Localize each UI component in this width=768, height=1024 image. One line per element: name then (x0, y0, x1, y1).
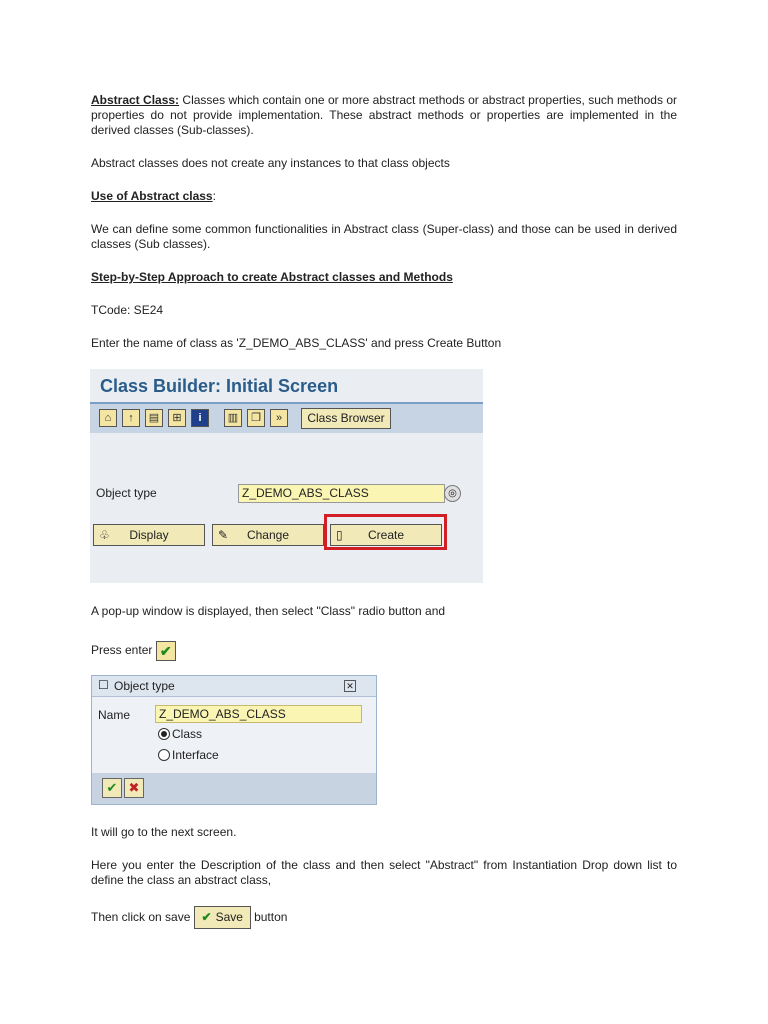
name-input[interactable]: Z_DEMO_ABS_CLASS (155, 705, 362, 723)
object-type-popup (91, 675, 377, 805)
save-text-before: Then click on save (91, 910, 191, 924)
interface-radio-label: Interface (172, 748, 219, 762)
class-browser-button[interactable]: Class Browser (301, 408, 391, 429)
popup-instruction: A pop-up window is displayed, then select "Class" radio button and (91, 604, 446, 618)
abstract-class-heading: Abstract Class: (91, 93, 180, 107)
enter-name-instruction: Enter the name of class as 'Z_DEMO_ABS_CLASS' and press Create Button (91, 336, 502, 350)
confirm-check-icon[interactable]: ✔ (102, 778, 122, 798)
press-enter-text: Press enter (91, 643, 153, 657)
save-check-icon: ✔ (201, 910, 212, 925)
intro-text: Classes which contain one or more abstract methods or abstract properties, such methods or properties do not provide implementation. These abstract methods or properties are implemented in the derived classes (Sub-classes). (91, 93, 677, 137)
network-icon[interactable]: ⊞ (168, 409, 186, 427)
create-highlight-box (324, 514, 447, 550)
popup-window-icon: ☐ (98, 678, 109, 692)
object-type-label: Object type (96, 486, 157, 500)
cancel-x-icon[interactable]: ✖ (124, 778, 144, 798)
trash-icon[interactable]: ▥ (224, 409, 242, 427)
value-help-icon[interactable]: ◎ (444, 485, 461, 502)
description-instruction: Here you enter the Description of the class and then select "Abstract" from Instantiation Drop down list to define the class an abstract class, (91, 858, 677, 887)
save-text-after: button (254, 910, 288, 924)
steps-heading-line (91, 270, 677, 285)
popup-footer (92, 773, 376, 804)
name-label: Name (98, 708, 131, 722)
new-page-icon: ▯ (336, 528, 343, 542)
instances-note: Abstract classes does not create any instances to that class objects (91, 156, 450, 170)
save-button-image (194, 906, 251, 929)
class-radio-label: Class (172, 727, 203, 741)
use-heading-line (91, 189, 677, 204)
enter-check-icon: ✔ (156, 641, 176, 661)
next-screen-note: It will go to the next screen. (91, 825, 237, 839)
hierarchy-icon[interactable]: ⌂ (99, 409, 117, 427)
close-icon[interactable]: ✕ (344, 680, 356, 692)
object-type-input[interactable]: Z_DEMO_ABS_CLASS (238, 484, 445, 503)
tcode-line: TCode: SE24 (91, 303, 164, 317)
save-label: Save (215, 910, 243, 925)
interface-radio[interactable] (158, 749, 170, 761)
change-button[interactable] (212, 524, 324, 546)
use-paragraph: We can define some common functionalities in Abstract class (Super-class) and those can be used in derived classes (Sub classes). (91, 222, 677, 251)
display-button[interactable] (93, 524, 205, 546)
class-builder-toolbar (90, 404, 483, 433)
use-heading: Use of Abstract class (91, 189, 213, 203)
popup-title: Object type (114, 679, 175, 693)
class-builder-title: Class Builder: Initial Screen (100, 376, 339, 396)
intro-paragraph (91, 93, 677, 138)
save-instruction (91, 905, 677, 929)
steps-heading: Step-by-Step Approach to create Abstract classes and Methods (91, 270, 453, 284)
create-label: Create (367, 528, 405, 542)
forward-icon[interactable]: » (270, 409, 288, 427)
copy-icon[interactable]: ❐ (247, 409, 265, 427)
class-builder-screenshot (90, 369, 483, 583)
up-icon[interactable]: ↑ (122, 409, 140, 427)
list-icon[interactable]: ▤ (145, 409, 163, 427)
pencil-icon: ✎ (218, 528, 229, 542)
info-icon[interactable]: i (191, 409, 209, 427)
class-radio[interactable] (158, 728, 170, 740)
use-heading-suffix: : (212, 189, 216, 203)
glasses-icon: ♧ (99, 528, 110, 542)
press-enter-line (91, 640, 677, 661)
change-label: Change (246, 528, 290, 542)
display-label: Display (129, 528, 169, 542)
popup-title-bar (92, 676, 376, 697)
